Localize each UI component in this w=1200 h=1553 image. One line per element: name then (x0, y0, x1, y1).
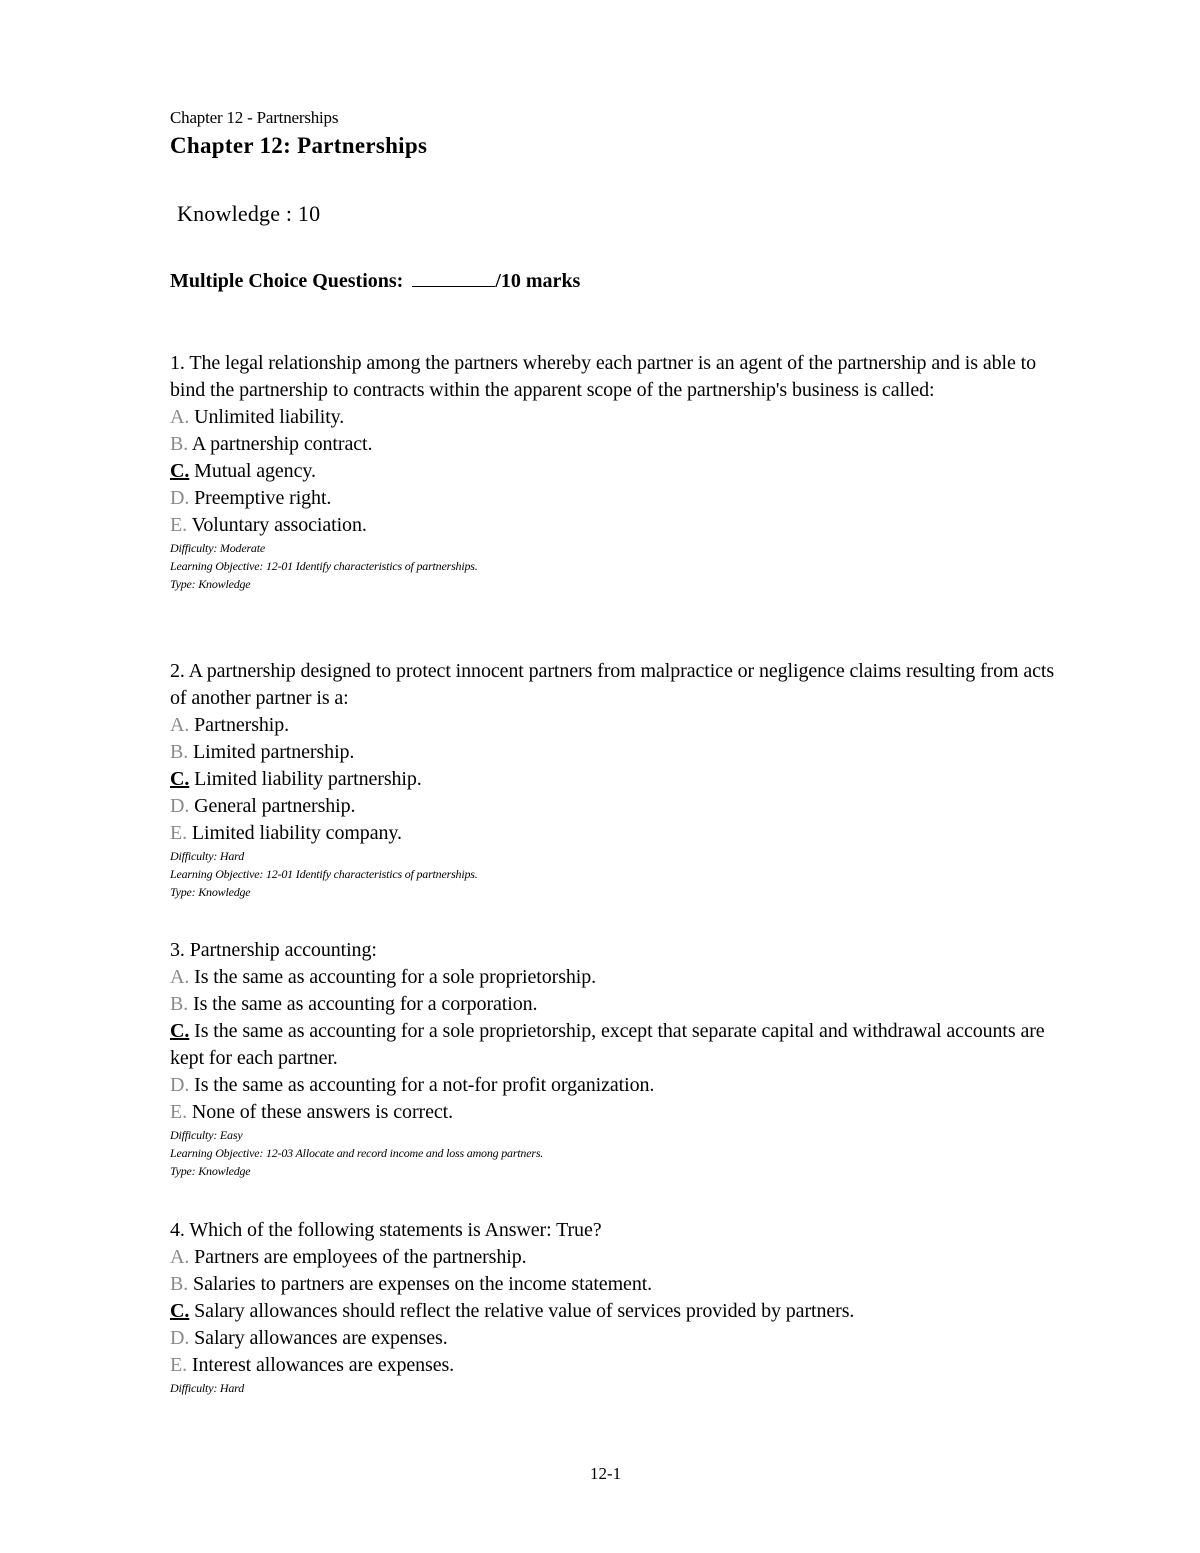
correct-option-letter: C. (170, 768, 190, 790)
option-text: Is the same as accounting for a sole proprietorship, except that separate capital and withdrawal accounts are kept for each partner. (170, 1020, 1045, 1069)
option-d (170, 1325, 1070, 1352)
option-text: Mutual agency. (189, 460, 316, 482)
option-a (170, 964, 1070, 991)
option-letter: E. (170, 514, 188, 536)
option-text: Partnership. (189, 714, 290, 736)
option-text: Salaries to partners are expenses on the income statement. (188, 1273, 653, 1295)
option-letter: A. (170, 406, 190, 428)
option-b (170, 1271, 1070, 1298)
page-number: 12-1 (590, 1464, 622, 1483)
option-d (170, 1072, 1070, 1099)
option-e (170, 1099, 1070, 1126)
option-b (170, 991, 1070, 1018)
option-e (170, 1352, 1070, 1379)
option-letter: A. (170, 1246, 190, 1268)
option-letter: E. (170, 822, 188, 844)
question-1 (170, 350, 1070, 593)
mcq-heading (170, 268, 580, 293)
option-text: Is the same as accounting for a not-for profit organization. (189, 1074, 655, 1096)
question-3 (170, 937, 1070, 1180)
option-text: Is the same as accounting for a corporation. (188, 993, 538, 1015)
option-letter: E. (170, 1354, 188, 1376)
option-b (170, 739, 1070, 766)
correct-option-letter: C. (170, 460, 190, 482)
option-d (170, 485, 1070, 512)
learning-objective-note: Learning Objective: 12-03 Allocate and record income and loss among partners. (170, 1146, 544, 1160)
question-2 (170, 658, 1070, 901)
option-a (170, 404, 1070, 431)
difficulty-note: Difficulty: Moderate (170, 541, 265, 555)
learning-objective-note: Learning Objective: 12-01 Identify characteristics of partnerships. (170, 559, 478, 573)
option-b (170, 431, 1070, 458)
difficulty-note: Difficulty: Hard (170, 849, 245, 863)
option-letter: D. (170, 1074, 190, 1096)
type-note: Type: Knowledge (170, 577, 251, 591)
option-text: Limited liability partnership. (189, 768, 422, 790)
mcq-marks: /10 marks (495, 270, 581, 292)
option-e (170, 512, 1070, 539)
option-text: Interest allowances are expenses. (187, 1354, 455, 1376)
option-text: Preemptive right. (189, 487, 332, 509)
correct-option-letter: C. (170, 1300, 190, 1322)
option-letter: B. (170, 433, 189, 455)
option-e (170, 820, 1070, 847)
option-letter: D. (170, 487, 190, 509)
option-letter: D. (170, 1327, 190, 1349)
chapter-title: Chapter 12: Partnerships (170, 133, 428, 158)
difficulty-note: Difficulty: Easy (170, 1128, 243, 1142)
question-stem: 2. A partnership designed to protect innocent partners from malpractice or negligence claims resulting from acts of another partner is a: (170, 660, 1055, 709)
option-letter: A. (170, 966, 190, 988)
option-text: Voluntary association. (187, 514, 367, 536)
question-4 (170, 1217, 1070, 1397)
difficulty-note: Difficulty: Hard (170, 1381, 245, 1395)
option-a (170, 712, 1070, 739)
option-text: Unlimited liability. (189, 406, 345, 428)
option-text: General partnership. (189, 795, 356, 817)
option-c (170, 766, 1070, 793)
option-c (170, 1018, 1070, 1072)
option-letter: B. (170, 993, 189, 1015)
question-stem: 1. The legal relationship among the partners whereby each partner is an agent of the partnership and is able to bind the partnership to contracts within the apparent scope of the partnership's business is called: (170, 352, 1037, 401)
correct-option-letter: C. (170, 1020, 190, 1042)
option-c (170, 1298, 1070, 1325)
score-blank (412, 268, 495, 287)
option-text: Limited liability company. (187, 822, 402, 844)
knowledge-count: Knowledge : 10 (177, 201, 321, 226)
option-text: None of these answers is correct. (187, 1101, 453, 1123)
option-text: Is the same as accounting for a sole proprietorship. (189, 966, 597, 988)
option-text: Partners are employees of the partnership. (189, 1246, 527, 1268)
option-c (170, 458, 1070, 485)
option-text: Salary allowances are expenses. (189, 1327, 448, 1349)
type-note: Type: Knowledge (170, 885, 251, 899)
option-text: Salary allowances should reflect the relative value of services provided by partners. (189, 1300, 855, 1322)
option-a (170, 1244, 1070, 1271)
type-note: Type: Knowledge (170, 1164, 251, 1178)
option-d (170, 793, 1070, 820)
question-stem: 3. Partnership accounting: (170, 939, 377, 961)
option-letter: B. (170, 1273, 189, 1295)
option-letter: A. (170, 714, 190, 736)
mcq-label: Multiple Choice Questions: (170, 270, 404, 292)
running-head: Chapter 12 - Partnerships (170, 108, 339, 127)
option-letter: B. (170, 741, 189, 763)
option-text: A partnership contract. (188, 433, 373, 455)
option-letter: E. (170, 1101, 188, 1123)
option-letter: D. (170, 795, 190, 817)
learning-objective-note: Learning Objective: 12-01 Identify characteristics of partnerships. (170, 867, 478, 881)
question-stem: 4. Which of the following statements is Answer: True? (170, 1219, 602, 1241)
option-text: Limited partnership. (188, 741, 355, 763)
